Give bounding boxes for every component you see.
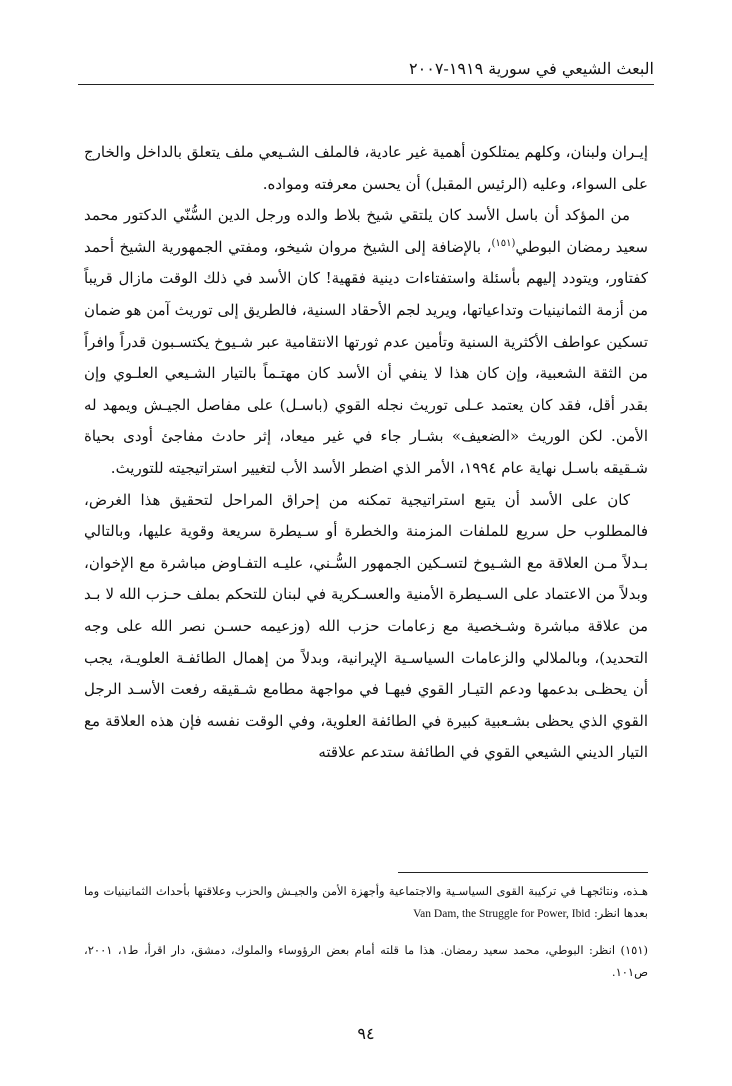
paragraph-1: إيـران ولبنان، وكلهم يمتلكون أهمية غير عادية، فالملف الشـيعي ملف يتعلق بالداخل والخارج على السواء، وعليه (الرئيس المقبل) أن يحسن معرفته ومواده. bbox=[84, 143, 648, 193]
running-header: البعث الشيعي في سورية ١٩١٩-٢٠٠٧ bbox=[409, 59, 654, 78]
footnote-continuation-arabic: هـذه، ونتائجهـا في تركيبة القوى السياسـية والاجتماعية وأجهزة الأمن والجيـش والحزب وعلاقتها بأحداث الثمانينيات وما بعدها انظر: bbox=[84, 884, 648, 920]
footnote-continuation bbox=[84, 880, 648, 925]
footnote-151: (١٥١) انظر: البوطي، محمد سعيد رمضان. هذا ما قلته أمام بعض الرؤوساء والملوك، دمشق، دار اقرأ، ط١، ٢٠٠١، ص١٠١. bbox=[84, 943, 648, 979]
page-number: ٩٤ bbox=[357, 1024, 375, 1043]
paragraph-2 bbox=[84, 200, 648, 484]
body-text bbox=[84, 137, 648, 769]
header-rule bbox=[78, 84, 654, 85]
footnote-rule bbox=[398, 872, 648, 873]
paragraph-2-part-b: ، بالإضافة إلى الشيخ مروان شيخو، ومفتي الجمهورية الشيخ أحمد كفتاور، ويتودد إليهم بأسئلة واستفتاءات دينية فقهية! كان الأسد في ذلك الوقت مازال قريباً من أزمة الثمانينيات وتداعياتها، ويريد لجم الأحقاد السنية، فالطريق إلى توريث آمن هو ضمان تسكين عواطف الأكثرية السنية وتأمين عدم ثورتها الانتقامية عبر شـيوخ يكتسـبون قدراً وافراً من الثقة الشعبية، وإن كان هذا لا ينفي أن الأسد كان مهتـماً بالتيار الشـيعي العلـوي وإن بقدر أقل، فقد كان يعتمد عـلى توريث نجله القوي (باسـل) على مفاصل الجيـش ويمهد له الأمن. لكن الوريث «الضعيف» بشـار جاء في غير ميعاد، إثر حادث مفاجئ أودى بحياة شـقيقه باسـل نهاية عام ١٩٩٤، الأمر الذي اضطر الأسد الأب لتغيير استراتيجيته للتوريث. bbox=[84, 237, 648, 477]
paragraph-2-part-a: من المؤكد أن باسل الأسد كان يلتقي شيخ بلاط والده ورجل الدين السُّنّي الدكتور محمد سعيد رمضان البوطي bbox=[84, 206, 649, 256]
footnote-continuation-latin: Van Dam, the Struggle for Power, Ibid bbox=[413, 908, 591, 920]
paragraph-3: كان على الأسد أن يتبع استراتيجية تمكنه من إحراق المراحل لتحقيق هذا الغرض، فالمطلوب حل سريع للملفات المزمنة والخطرة أو سـيطرة سريعة وقوية عليها، وبالتالي بـدلاً مـن العلاقة مع الشـيوخ لتسـكين الجمهور السُّـني، عليـه التفـاوض مباشرة مع الإخوان، وبدلاً من الاعتماد على السـيطرة الأمنية والعسـكرية في لبنان للتحكم بملف حـزب الله لا بـد من علاقة مباشرة وشـخصية مع زعامات حزب الله (وزعيمه حسـن نصر الله على وجه التحديد)، وبالملالي والزعامات السياسـية الإيرانية، وبدلاً من إهمال الطائفـة العلويـة، يجب أن يحظـى بدعمها ودعم التيـار القوي فيهـا في مواجهة مطامع شـقيقه رفعت الأسـد الرجل القوي الذي يحظى بشـعبية كبيرة في الطائفة العلوية، وفي الوقت نفسه فإن هذه العلاقة مع التيار الديني الشيعي القوي في الطائفة ستدعم علاقته bbox=[84, 490, 648, 762]
footnote-ref-151: (١٥١) bbox=[491, 237, 516, 249]
footnotes bbox=[84, 880, 648, 997]
